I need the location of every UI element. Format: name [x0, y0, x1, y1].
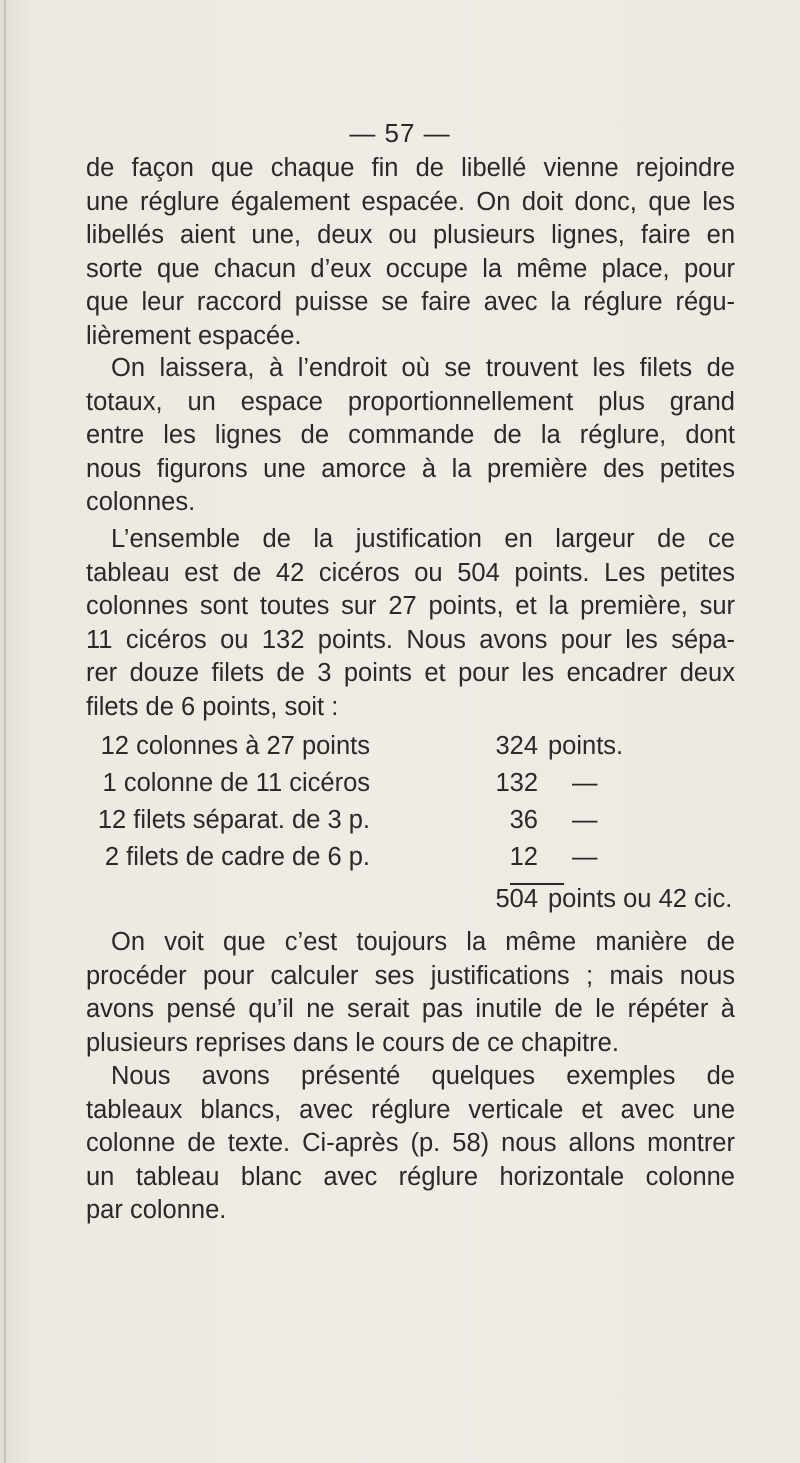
- text-line: totaux, un espace proportionnellement plus grand: [86, 387, 735, 416]
- calc-value: 324: [495, 732, 538, 760]
- calc-value: 12: [509, 843, 538, 871]
- text-line: avons pensé qu’il ne serait pas inutile de le répéter à: [86, 995, 735, 1023]
- sum-rule: [510, 883, 564, 885]
- text-line: procéder pour calculer ses justifications ; mais nous: [86, 961, 735, 990]
- text-line: On voit que c’est toujours la même manière de: [111, 928, 735, 956]
- text-line: sorte que chacun d’eux occupe la même place, pour: [86, 254, 735, 283]
- calc-row: [0, 843, 800, 876]
- paragraph-1: [86, 152, 735, 353]
- calc-row: [0, 732, 800, 765]
- text-line: filets de 6 points, soit :: [86, 692, 339, 721]
- paragraph-2: [86, 352, 735, 520]
- text-line: entre les lignes de commande de la réglure, dont: [86, 421, 735, 449]
- calc-value: 132: [495, 769, 538, 797]
- text-line: que leur raccord puisse se faire avec la réglure régu-: [86, 288, 735, 316]
- text-line: lièrement espacée.: [86, 321, 302, 350]
- text-line: On laissera, à l’endroit où se trouvent les filets de: [111, 354, 735, 382]
- text-line: colonnes.: [86, 488, 196, 516]
- calc-row: [0, 769, 800, 802]
- text-line: plusieurs reprises dans le cours de ce chapitre.: [86, 1028, 619, 1057]
- calc-unit: —: [572, 806, 598, 834]
- calc-total-unit: points ou 42 cic.: [548, 885, 733, 913]
- text-line: L’ensemble de la justification en largeur de ce: [111, 525, 735, 553]
- paragraph-4: [86, 926, 735, 1060]
- text-line: Nous avons présenté quelques exemples de: [111, 1062, 735, 1090]
- text-line: tableau est de 42 cicéros ou 504 points. Les petites: [86, 558, 735, 587]
- calc-label: 12 colonnes à 27 points: [100, 732, 370, 760]
- calc-label: 2 filets de cadre de 6 p.: [104, 843, 370, 871]
- calc-unit: —: [572, 843, 598, 871]
- page-number: — 57 —: [349, 118, 451, 148]
- text-line: un tableau blanc avec réglure horizontale colonne: [86, 1162, 735, 1191]
- text-line: tableaux blancs, avec réglure verticale et avec une: [86, 1095, 735, 1124]
- calc-unit: —: [572, 769, 598, 797]
- paragraph-3: [86, 523, 735, 724]
- calc-value: 36: [509, 806, 538, 834]
- calc-label: 12 filets séparat. de 3 p.: [97, 806, 370, 834]
- text-line: par colonne.: [86, 1196, 227, 1224]
- calc-total-row: [0, 885, 800, 918]
- text-line: une réglure également espacée. On doit donc, que les: [86, 187, 735, 216]
- text-line: colonnes sont toutes sur 27 points, et la première, sur: [86, 592, 735, 620]
- text-line: 11 cicéros ou 132 points. Nous avons pour les sépa-: [86, 625, 735, 654]
- text-line: nous figurons une amorce à la première des petites: [86, 454, 735, 483]
- text-line: colonne de texte. Ci-après (p. 58) nous allons montrer: [86, 1129, 735, 1157]
- calc-label: 1 colonne de 11 cicéros: [102, 769, 370, 797]
- calc-total-value: 504: [495, 885, 538, 913]
- paragraph-5: [86, 1060, 735, 1228]
- text-line: rer douze filets de 3 points et pour les encadrer deux: [86, 659, 735, 687]
- calc-row: [0, 806, 800, 839]
- text-line: de façon que chaque fin de libellé vienne rejoindre: [86, 154, 735, 182]
- text-line: libellés aient une, deux ou plusieurs lignes, faire en: [86, 221, 735, 249]
- calc-unit: points.: [548, 732, 624, 760]
